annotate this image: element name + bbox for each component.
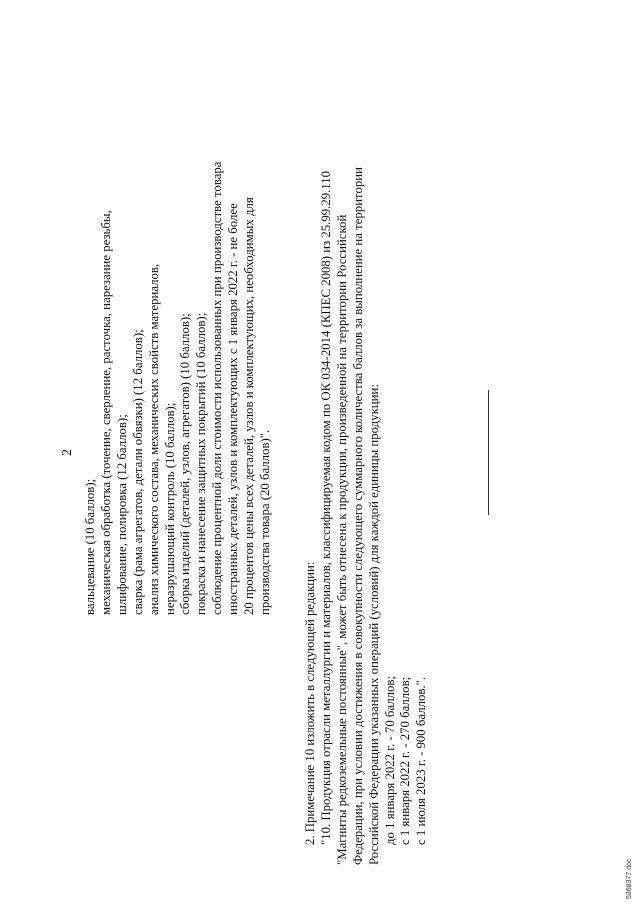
- note-paragraph-line: "10. Продукция отрасли металлургии и материалов, классифицируемая кодом по ОК 034-2014 (КПЕС 2008) из 25.99.29.110: [318, 170, 333, 845]
- criteria-line: сборка изделий (деталей, узлов, агрегатов) (10 баллов);: [178, 313, 193, 615]
- criteria-line: иностранных деталей, узлов и комплектующих с 1 января 2022 г. - не более: [226, 203, 241, 615]
- criteria-line: покраска и нанесение защитных покрытий (10 баллов);: [194, 312, 209, 615]
- note-paragraph-line: Федерации, при условии достижения в совокупности следующего суммарного количества баллов за выполнение на территории: [350, 167, 365, 865]
- threshold-item: с 1 июля 2023 г. - 900 баллов.".: [414, 676, 429, 845]
- separator-rule: [488, 390, 489, 515]
- page-number: 2: [60, 449, 75, 456]
- note-section: [303, 85, 430, 865]
- criteria-line: анализ химического состава, механических свойств материалов,: [146, 263, 161, 615]
- criteria-line: соблюдение процентной доли стоимости использованных при производстве товара: [210, 161, 225, 615]
- criteria-line: механическая обработка (точение, сверление, расточка, нарезание резьбы,: [98, 210, 113, 615]
- note-paragraph-line: [335, 85, 351, 865]
- document-id: 5368377.doc: [626, 858, 633, 899]
- threshold-item: до 1 января 2022 г. - 70 баллов;: [382, 675, 397, 845]
- threshold-item: с 1 января 2022 г. - 270 баллов;: [398, 676, 413, 845]
- criteria-line: шлифование, полировка (12 баллов);: [114, 414, 129, 615]
- criteria-line: производства товара (20 баллов)".: [257, 429, 272, 615]
- criteria-line: сварка (рама агрегатов, детали обвязки) (12 баллов);: [130, 329, 145, 615]
- justified-text: "Магниты редкоземельные постоянные", может быть отнесена к продукции, произведенной на территории Российской: [334, 214, 349, 865]
- criteria-line: 20 процентов цены всех деталей, узлов и комплектующих, необходимых для: [242, 197, 257, 615]
- criteria-list: [83, 95, 274, 615]
- note-paragraph-line: Российской Федерации указанных операций (условий) для каждой единицы продукции:: [366, 384, 381, 865]
- criteria-line: вальцевание (10 баллов);: [83, 478, 97, 615]
- note-heading: 2. Примечание 10 изложить в следующей редакции:: [303, 561, 317, 845]
- criteria-line: неразрушающий контроль (10 баллов);: [162, 402, 177, 615]
